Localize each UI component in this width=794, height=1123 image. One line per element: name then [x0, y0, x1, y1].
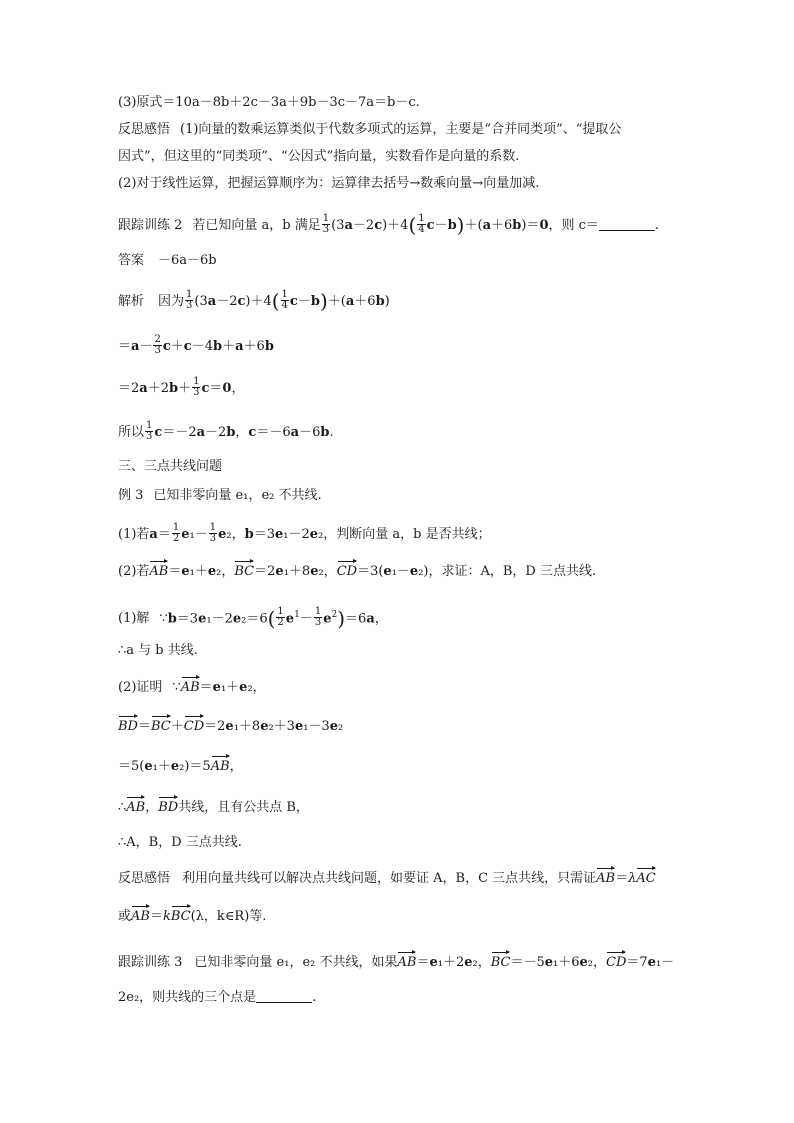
- track2-post: ，则 c＝: [548, 218, 599, 233]
- example3-text: 已知非零向量 e₁，e₂ 不共线.: [153, 488, 322, 503]
- track2-label: 跟踪训练 2: [118, 218, 183, 233]
- ex3-q1-pre: (1)若: [118, 527, 150, 542]
- ex3-q1-post: ，判断向量 a，b 是否共线；: [323, 527, 491, 542]
- sol2-label: (2)证明: [118, 680, 163, 695]
- analysis-line3: ＝2a＋2b＋ $\frac{1}{3}$ c＝0，: [118, 376, 245, 398]
- ex3-q2-post: ，求证：A，B，D 三点共线.: [428, 564, 597, 579]
- answer-label: 答案: [118, 253, 145, 268]
- sol2-conclusion: ∴A，B，D 三点共线.: [118, 835, 242, 850]
- reflect1-label: 反思感悟: [118, 122, 171, 137]
- sol2-conclusion-line: [118, 834, 242, 852]
- track3-answer-blank[interactable]: [256, 990, 312, 1003]
- track2-answer-blank[interactable]: [599, 218, 655, 231]
- reflect2-label: 反思感悟: [118, 871, 171, 886]
- ex3-q2-pre: (2)若: [118, 564, 150, 579]
- sol2-line3: ＝5(e₁＋e₂)＝5AB，: [118, 759, 243, 774]
- reflect1-text-b: 因式”，但这里的“同类项”、“公因式”指向量，实数看作是向量的系数.: [118, 149, 520, 164]
- reflect2-text-b: (λ，k∈R)等.: [190, 909, 267, 924]
- fraction-one-third: $\frac{1}{3}$: [322, 213, 330, 235]
- sol2-line2: BD＝BC＋CD＝2e₁＋8e₂＋3e₁－3e₂: [118, 719, 344, 734]
- analysis-line2: ＝a－ $\frac{2}{3}$ c＋c－4b＋a＋6b: [118, 334, 274, 356]
- sol2-collinear: 共线，且有公共点 B，: [178, 800, 309, 815]
- reflect1-text-a: (1)向量的数乘运算类似于代数多项式的运算，主要是“合并同类项”、“提取公: [180, 122, 622, 137]
- analysis-label: 解析: [118, 294, 145, 309]
- example3-line: [118, 487, 322, 505]
- sol1-conclusion: ∴a 与 b 共线.: [118, 643, 198, 658]
- reflect1-line2: [118, 148, 519, 166]
- answer-line: [118, 252, 217, 270]
- sol1-label: (1)解: [118, 611, 150, 627]
- section3-title: 三、三点共线问题: [118, 459, 223, 474]
- reflect1-line1: [118, 121, 621, 139]
- fraction-one-quarter: $\frac{1}{4}$: [418, 213, 425, 235]
- track3-line1: 跟踪训练 3 已知非零向量 e₁，e₂ 不共线，如果AB＝e₁＋2e₂，BC＝－5e₁＋6e₂，CD＝7e₁－: [118, 955, 675, 970]
- reflect2-text-a: 利用向量共线可以解决点共线问题，如要证 A，B，C 三点共线，只需证: [182, 871, 597, 886]
- reflect1-line3: [118, 175, 539, 193]
- answer-value: －6a－6b: [158, 253, 217, 268]
- ex3-q1-line: (1)若a＝ $\frac{1}{2}$ e₁－ $\frac{1}{3}$ e₂，b＝3e₁－2e₂，判断向量 a，b 是否共线；: [118, 522, 491, 544]
- sol1-conclusion-line: [118, 642, 198, 660]
- reflect1-text-c: (2)对于线性运算，把握运算顺序为：运算律去括号→数乘向量→向量加减.: [118, 176, 540, 191]
- reflect2-line1: 反思感悟 利用向量共线可以解决点共线问题，如要证 A，B，C 三点共线，只需证AB＝λAC: [118, 871, 656, 886]
- track3-period: .: [312, 990, 317, 1005]
- reflect2-line2: 或AB＝kBC(λ，k∈R)等.: [118, 909, 267, 924]
- item3-text: (3)原式＝10a－8b＋2c－3a＋9b－3c－7a＝b－c.: [118, 95, 420, 110]
- ex3-q2-line: (2)若AB＝e₁＋e₂，BC＝2e₁＋8e₂，CD＝3(e₁－e₂)，求证：A，B，D 三点共线.: [118, 564, 597, 579]
- analysis-line4: 所以 $\frac{1}{3}$ c＝－2a－2b，c＝－6a－6b.: [118, 420, 334, 442]
- section3-line: [118, 458, 222, 476]
- analysis-intro: 因为: [158, 294, 185, 309]
- track3-label: 跟踪训练 3: [118, 955, 183, 970]
- sol2-line4: ∴AB，BD共线，且有公共点 B，: [118, 800, 309, 815]
- track2-pre: 若已知向量 a，b 满足: [192, 218, 321, 233]
- analysis-line1: 解析 因为 $\frac{1}{3}$ (3a－2c)＋4( $\frac{1}{4}$ c－b)＋(a＋6b): [118, 289, 390, 313]
- track3-pre: 已知非零向量 e₁，e₂ 不共线，如果: [194, 955, 398, 970]
- track3-end: 2e₂，则共线的三个点是: [118, 990, 257, 1005]
- item3-line: [118, 94, 420, 112]
- sol2-line1: (2)证明 ∵AB＝e₁＋e₂，: [118, 680, 266, 695]
- example3-label: 例 3: [118, 488, 144, 503]
- sol1-line: (1)解 ∵b＝3e₁－2e₂＝6( $\frac{1}{2}$ $e^1-$ $\frac{1}{3}$ $e^2)=6a$，: [118, 606, 388, 631]
- track2-line: 跟踪训练 2 若已知向量 a，b 满足 $\frac{1}{3}$ (3a－2c)＋4( $\frac{1}{4}$ c－b)＋(a＋6b)＝0，则 c＝ .: [118, 213, 660, 237]
- track3-line2: [118, 989, 316, 1007]
